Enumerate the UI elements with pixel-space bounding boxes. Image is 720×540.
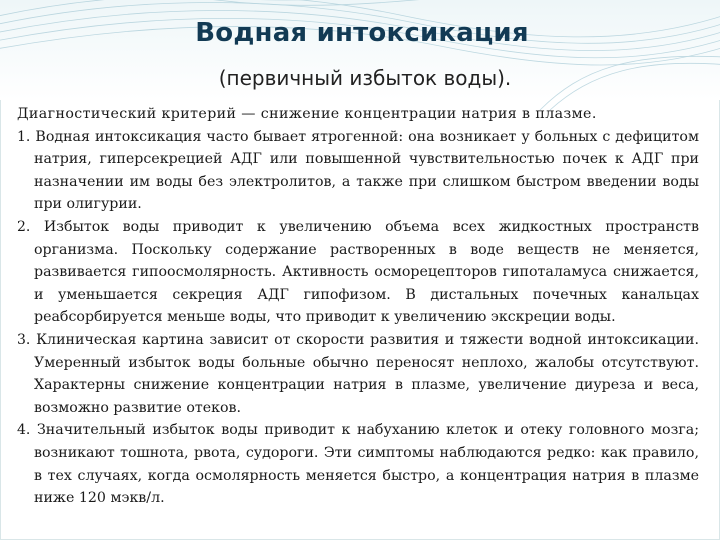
list-item <box>17 216 699 329</box>
decorative-swirl <box>0 0 720 110</box>
slide-subtitle: (первичный избыток воды). <box>218 66 512 90</box>
slide-title: Водная интоксикация <box>195 18 529 48</box>
item-text: Значительный избыток воды приводит к набуханию клеток и отеку головного мозга; возникают тошнота, рвота, судороги. Эти симптомы наблюдаются редко: как правило, в тех случаях, когда осмолярность меняется быстро, а концентрация натрия в плазме ниже 120 мэкв/л. <box>34 422 700 507</box>
item-text: Водная интоксикация часто бывает ятрогенной: она возникает у больных с дефицитом натрия, гиперсекрецией АДГ или повышенной чувствительностью почек к АДГ при назначении им воды без электролитов, а также при слишком быстром введении воды при олигурии. <box>34 128 700 213</box>
item-number: 4. <box>17 422 31 439</box>
item-text: Избыток воды приводит к увеличению объема всех жидкостных пространств организма. Поскольку содержание растворенных в воде веществ не меняется, развивается гипоосмолярность. Активность осморецепторов гипоталамуса снижается, и уменьшается секреция АДГ гипофизом. В дистальных почечных канальцах реабсорбируется меньше воды, что приводит к увеличению экскреции воды. <box>34 218 699 326</box>
list-item <box>17 419 699 509</box>
item-number: 3. <box>17 331 31 348</box>
intro-paragraph: Диагностический критерий — снижение концентрации натрия в плазме. <box>17 106 597 122</box>
item-text: Клиническая картина зависит от скорости развития и тяжести водной интоксикации. Умеренный избыток воды больные обычно переносят неплохо, жалобы отсутствуют. Характерны снижение концентрации натрия в плазме, увеличение диуреза и веса, возможно развитие отеков. <box>34 331 699 416</box>
list-item <box>17 126 699 216</box>
item-number: 2. <box>17 218 31 235</box>
slide-body <box>17 103 699 510</box>
list-item <box>17 329 699 419</box>
item-number: 1. <box>17 128 31 145</box>
